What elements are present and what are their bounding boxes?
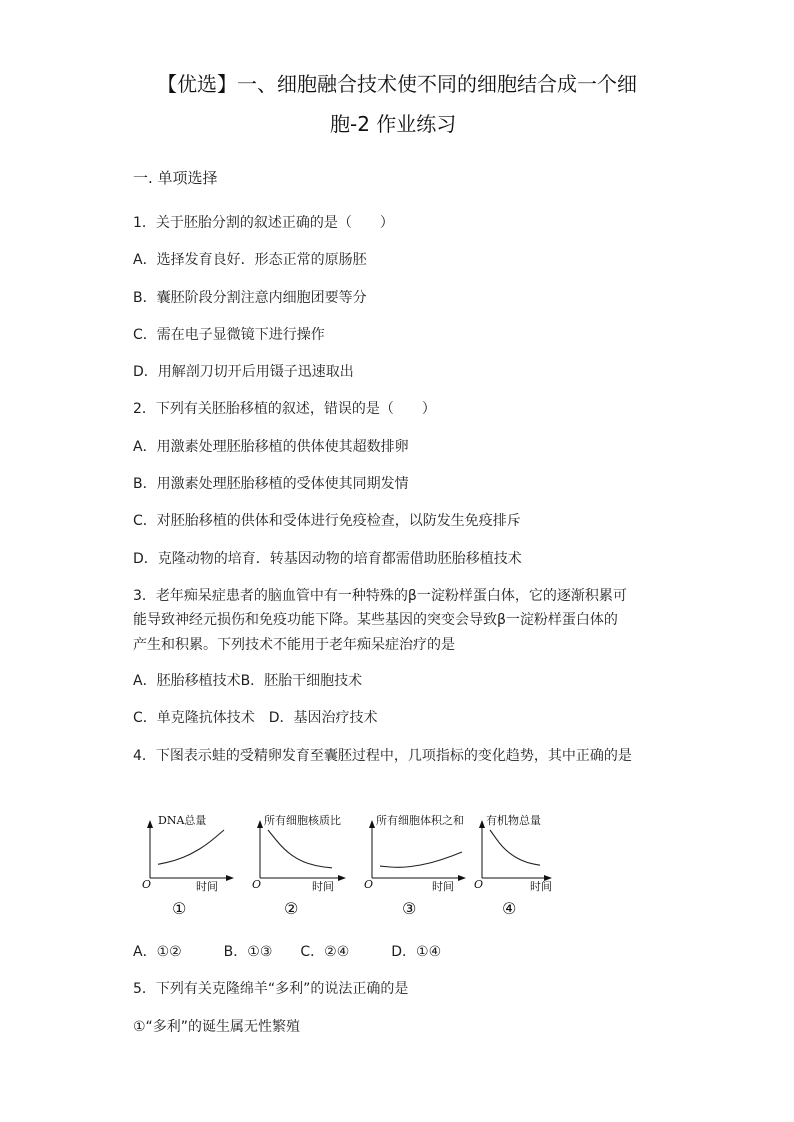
question-4-options: A．①② B．①③ C．②④ D．①④ bbox=[133, 944, 442, 960]
question-3-stem-line-1: 3．老年痴呆症患者的脑血管中有一种特殊的β一淀粉样蛋白体，它的逐渐积累可 bbox=[133, 588, 627, 604]
chart-3 bbox=[364, 813, 466, 918]
question-2-option-c: C．对胚胎移植的供体和受体进行免疫检查，以防发生免疫排斥 bbox=[133, 513, 521, 529]
chart-2-series-line bbox=[268, 830, 332, 868]
question-3-option-cd: C．单克隆抗体技术 D．基因治疗技术 bbox=[133, 710, 378, 726]
chart-3-series-line bbox=[380, 852, 462, 867]
chart-1-xlabel: 时间 bbox=[196, 880, 218, 893]
question-2-option-d: D．克隆动物的培育．转基因动物的培育都需借助胚胎移植技术 bbox=[133, 551, 522, 567]
chart-2-index: ② bbox=[284, 899, 299, 918]
question-4-stem: 4．下图表示蛙的受精卵发育至囊胚过程中，几项指标的变化趋势，其中正确的是 bbox=[133, 748, 632, 764]
chart-1-x-arrow bbox=[226, 875, 234, 881]
question-3-option-ab: A．胚胎移植技术B．胚胎干细胞技术 bbox=[133, 673, 363, 689]
chart-3-index: ③ bbox=[402, 899, 417, 918]
chart-2-xlabel: 时间 bbox=[312, 880, 334, 893]
question-1-option-d: D．用解剖刀切开后用镊子迅速取出 bbox=[133, 364, 354, 380]
question-1-option-a: A．选择发育良好．形态正常的原肠胚 bbox=[133, 252, 367, 268]
question-5-statement-1: ①“多利”的诞生属无性繁殖 bbox=[133, 1019, 301, 1035]
chart-2-origin: O bbox=[252, 878, 262, 891]
question-1-option-c: C．需在电子显微镜下进行操作 bbox=[133, 327, 325, 343]
chart-4-index: ④ bbox=[502, 899, 517, 918]
chart-2-x-arrow bbox=[338, 875, 346, 881]
chart-1-ylabel: DNA总量 bbox=[158, 814, 207, 827]
chart-3-origin: O bbox=[364, 878, 374, 891]
question-5-stem: 5．下列有关克隆绵羊“多利”的说法正确的是 bbox=[133, 981, 409, 997]
question-2-stem: 2．下列有关胚胎移植的叙述，错误的是（ ） bbox=[133, 401, 436, 417]
chart-1-index: ① bbox=[172, 899, 187, 918]
chart-4-y-arrow bbox=[479, 820, 485, 828]
chart-4-series-line bbox=[490, 830, 540, 865]
chart-2-ylabel: 所有细胞核质比 bbox=[264, 814, 341, 827]
document-title-line-2: 胞-2 作业练习 bbox=[330, 112, 457, 136]
chart-1-y-arrow bbox=[147, 820, 153, 828]
chart-4 bbox=[474, 813, 552, 918]
chart-4-origin: O bbox=[474, 878, 484, 891]
question-2-option-b: B．用激素处理胚胎移植的受体使其同期发情 bbox=[133, 476, 409, 492]
chart-1-origin: O bbox=[142, 878, 152, 891]
document-title-line-1: 【优选】一、细胞融合技术使不同的细胞结合成一个细 bbox=[157, 72, 637, 96]
section-heading: 一. 单项选择 bbox=[133, 169, 218, 187]
question-4-figure bbox=[120, 800, 570, 925]
chart-2-y-arrow bbox=[257, 820, 263, 828]
chart-2 bbox=[252, 813, 346, 918]
question-3-stem-line-3: 产生和积累。下列技术不能用于老年痴呆症治疗的是 bbox=[133, 637, 455, 653]
chart-3-y-arrow bbox=[369, 820, 375, 828]
chart-1-series-line bbox=[158, 830, 224, 864]
chart-3-xlabel: 时间 bbox=[432, 880, 454, 893]
chart-4-xlabel: 时间 bbox=[530, 880, 552, 893]
question-2-option-a: A．用激素处理胚胎移植的供体使其超数排卵 bbox=[133, 439, 409, 455]
question-1-option-b: B．囊胚阶段分割注意内细胞团要等分 bbox=[133, 290, 367, 306]
question-3-stem-line-2: 能导致神经元损伤和免疫功能下降。某些基因的突变会导致β一淀粉样蛋白体的 bbox=[133, 612, 618, 628]
chart-1 bbox=[142, 814, 234, 918]
chart-3-ylabel: 所有细胞体积之和 bbox=[376, 814, 464, 827]
chart-4-ylabel: 有机物总量 bbox=[486, 814, 541, 827]
chart-3-x-arrow bbox=[458, 875, 466, 881]
question-1-stem: 1．关于胚胎分割的叙述正确的是（ ） bbox=[133, 215, 394, 231]
